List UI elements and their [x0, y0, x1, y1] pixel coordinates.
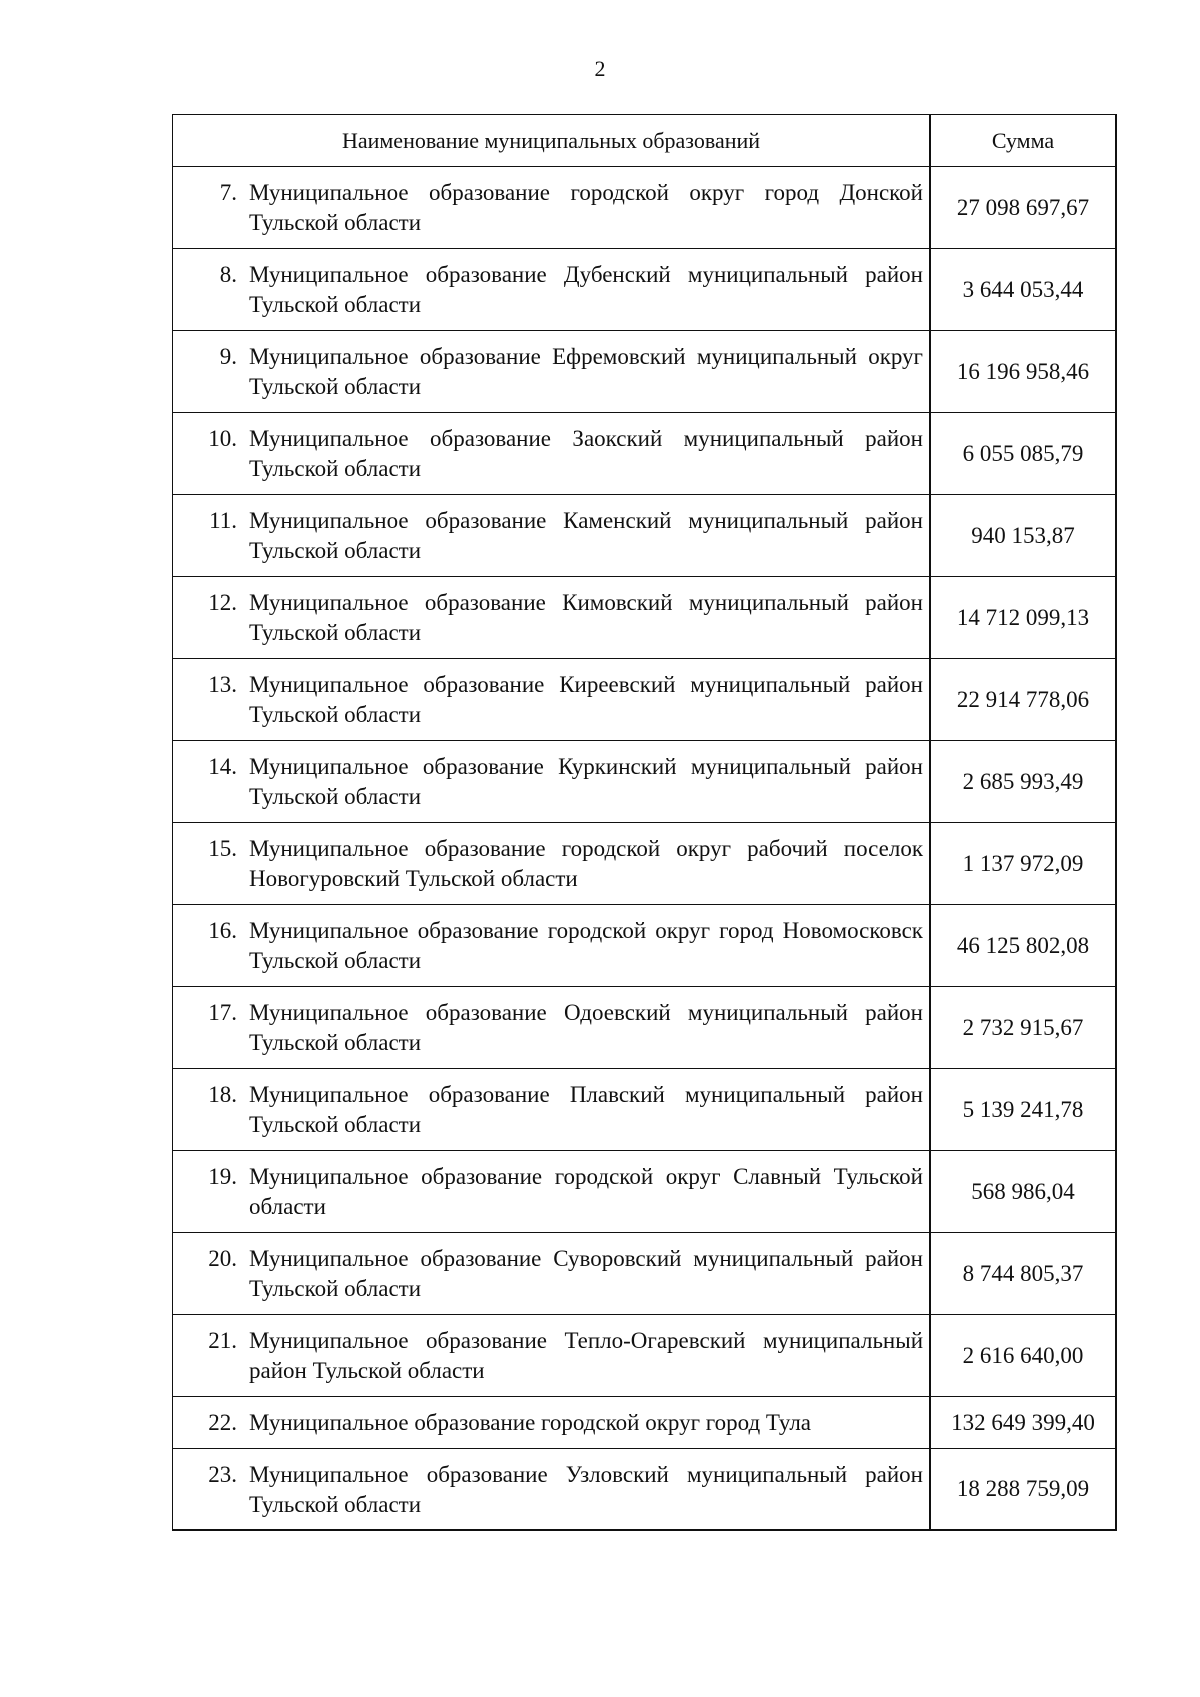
row-name: Муниципальное образование Заокский муниципальный район Тульской области [249, 426, 923, 481]
row-name: Муниципальное образование Узловский муниципальный район Тульской области [249, 1462, 923, 1517]
row-number: 20. [208, 1246, 237, 1271]
row-sum: 6 055 085,79 [930, 413, 1117, 494]
row-number: 18. [208, 1082, 237, 1107]
row-name: Муниципальное образование городской округ город Донской Тульской области [249, 180, 923, 235]
table-row [173, 495, 1117, 577]
header-sum: Сумма [930, 115, 1117, 166]
row-name: Муниципальное образование Каменский муниципальный район Тульской области [249, 508, 923, 563]
row-number: 23. [208, 1462, 237, 1487]
row-number: 9. [219, 344, 237, 369]
table-row [173, 1069, 1117, 1151]
row-number: 11. [209, 508, 237, 533]
row-sum: 2 616 640,00 [930, 1315, 1117, 1396]
row-sum: 16 196 958,46 [930, 331, 1117, 412]
row-name: Муниципальное образование городской округ город Новомосковск Тульской области [249, 918, 923, 973]
row-number: 12. [208, 590, 237, 615]
table-row [173, 577, 1117, 659]
row-sum: 568 986,04 [930, 1151, 1117, 1232]
row-number: 17. [208, 1000, 237, 1025]
table-row [173, 249, 1117, 331]
row-number: 13. [208, 672, 237, 697]
row-sum: 3 644 053,44 [930, 249, 1117, 330]
row-name: Муниципальное образование городской округ Славный Тульской области [249, 1164, 923, 1219]
row-name: Муниципальное образование Куркинский муниципальный район Тульской области [249, 754, 923, 809]
row-name: Муниципальное образование Плавский муниципальный район Тульской области [249, 1082, 923, 1137]
row-number: 21. [208, 1328, 237, 1353]
table-row [173, 905, 1117, 987]
row-number: 10. [208, 426, 237, 451]
row-number: 15. [208, 836, 237, 861]
table-row [173, 1151, 1117, 1233]
row-sum: 18 288 759,09 [930, 1449, 1117, 1529]
row-number: 14. [208, 754, 237, 779]
table-row [173, 741, 1117, 823]
row-name: Муниципальное образование Ефремовский муниципальный округ Тульской области [249, 344, 923, 399]
row-sum: 2 732 915,67 [930, 987, 1117, 1068]
municipal-sums-table [172, 114, 1117, 1531]
row-sum: 27 098 697,67 [930, 167, 1117, 248]
table-row [173, 823, 1117, 905]
table-row [173, 413, 1117, 495]
row-sum: 8 744 805,37 [930, 1233, 1117, 1314]
row-name: Муниципальное образование Тепло-Огаревский муниципальный район Тульской области [249, 1328, 923, 1383]
row-number: 7. [219, 180, 237, 205]
row-number: 19. [208, 1164, 237, 1189]
row-number: 22. [208, 1410, 237, 1435]
table-row [173, 167, 1117, 249]
table-row [173, 1397, 1117, 1449]
table-row [173, 659, 1117, 741]
table-row [173, 987, 1117, 1069]
table-row [173, 1449, 1117, 1531]
row-name: Муниципальное образование Суворовский муниципальный район Тульской области [249, 1246, 923, 1301]
row-name: Муниципальное образование Киреевский муниципальный район Тульской области [249, 672, 923, 727]
row-name: Муниципальное образование Одоевский муниципальный район Тульской области [249, 1000, 923, 1055]
page-number: 2 [594, 56, 606, 81]
row-number: 16. [208, 918, 237, 943]
row-sum: 1 137 972,09 [930, 823, 1117, 904]
row-sum: 132 649 399,40 [930, 1397, 1117, 1448]
row-name: Муниципальное образование городской округ город Тула [249, 1410, 812, 1435]
row-sum: 46 125 802,08 [930, 905, 1117, 986]
row-sum: 5 139 241,78 [930, 1069, 1117, 1150]
row-sum: 2 685 993,49 [930, 741, 1117, 822]
table-row [173, 1233, 1117, 1315]
row-sum: 14 712 099,13 [930, 577, 1117, 658]
row-name: Муниципальное образование Кимовский муниципальный район Тульской области [249, 590, 923, 645]
row-name: Муниципальное образование Дубенский муниципальный район Тульской области [249, 262, 923, 317]
row-sum: 22 914 778,06 [930, 659, 1117, 740]
table-row [173, 331, 1117, 413]
row-sum: 940 153,87 [930, 495, 1117, 576]
table-row [173, 1315, 1117, 1397]
row-name: Муниципальное образование городской округ рабочий поселок Новогуровский Тульской области [249, 836, 923, 891]
row-number: 8. [219, 262, 237, 287]
header-name: Наименование муниципальных образований [173, 115, 930, 166]
table-header-row [173, 115, 1117, 167]
